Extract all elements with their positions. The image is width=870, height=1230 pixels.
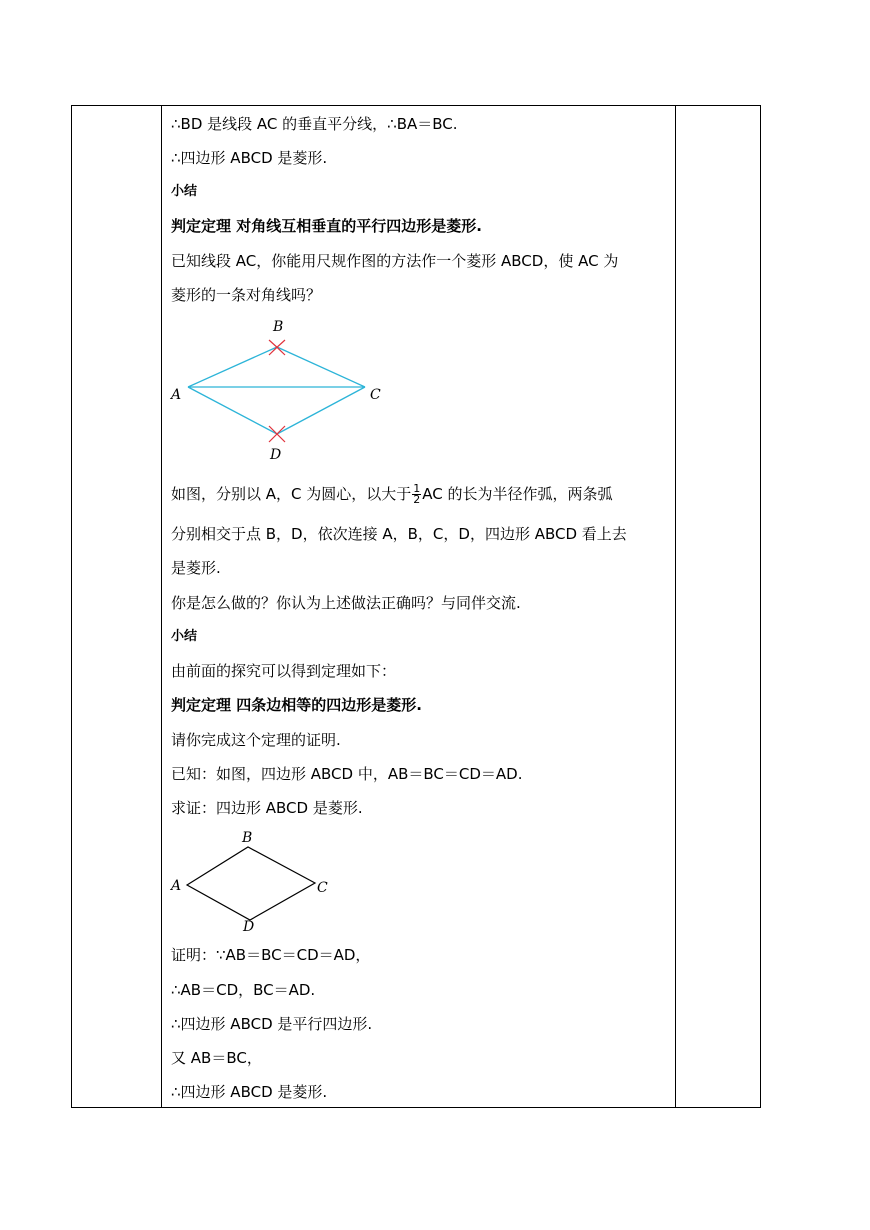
fraction-one-half bbox=[412, 484, 421, 505]
section-heading: 小结 bbox=[171, 184, 198, 199]
text-line: 菱形的一条对角线吗？ bbox=[171, 286, 322, 304]
theorem-statement: 判定定理 四条边相等的四边形是菱形. bbox=[171, 696, 422, 714]
label-c: C bbox=[317, 880, 328, 896]
text-line: 证明：∵AB＝BC＝CD＝AD， bbox=[171, 946, 371, 964]
label-d: D bbox=[243, 919, 255, 935]
text-line: 是菱形. bbox=[171, 559, 221, 577]
column-divider-left bbox=[161, 106, 162, 1107]
rhombus-abcd bbox=[187, 847, 315, 920]
text-segment: AC 的长为半径作弧，两条弧 bbox=[422, 485, 613, 503]
text-line: 已知线段 AC，你能用尺规作图的方法作一个菱形 ABCD，使 AC 为 bbox=[171, 252, 619, 270]
label-c: C bbox=[370, 387, 381, 403]
text-line: 又 AB＝BC， bbox=[171, 1049, 262, 1067]
text-line: 已知：如图，四边形 ABCD 中，AB＝BC＝CD＝AD. bbox=[171, 765, 523, 783]
label-b: B bbox=[273, 319, 284, 335]
rhombus-figure bbox=[165, 825, 345, 940]
rhombus-construction-figure bbox=[165, 315, 395, 465]
side-da bbox=[188, 387, 277, 434]
label-a: A bbox=[171, 387, 182, 403]
label-d: D bbox=[270, 447, 282, 463]
section-heading: 小结 bbox=[171, 629, 198, 644]
rhombus-lines bbox=[188, 347, 365, 434]
text-line: ∴BD 是线段 AC 的垂直平分线，∴BA＝BC. bbox=[171, 115, 458, 133]
text-line: ∴四边形 ABCD 是菱形. bbox=[171, 1083, 328, 1101]
theorem-statement: 判定定理 对角线互相垂直的平行四边形是菱形. bbox=[171, 217, 482, 235]
text-line-with-fraction bbox=[171, 484, 613, 505]
text-line: ∴四边形 ABCD 是平行四边形. bbox=[171, 1015, 373, 1033]
text-line: ∴四边形 ABCD 是菱形. bbox=[171, 149, 328, 167]
fraction-denominator: 2 bbox=[413, 493, 421, 506]
text-line: ∴AB＝CD，BC＝AD. bbox=[171, 981, 316, 999]
construction-arcs bbox=[269, 340, 285, 442]
side-ab bbox=[188, 347, 277, 387]
column-divider-right bbox=[675, 106, 676, 1107]
side-bc bbox=[277, 347, 365, 387]
label-a: A bbox=[171, 878, 182, 894]
fraction-numerator: 1 bbox=[413, 482, 421, 495]
side-cd bbox=[277, 387, 365, 434]
text-line: 你是怎么做的？你认为上述做法正确吗？与同伴交流. bbox=[171, 594, 521, 612]
text-line: 分别相交于点 B，D，依次连接 A，B，C，D，四边形 ABCD 看上去 bbox=[171, 525, 627, 543]
text-line: 由前面的探究可以得到定理如下： bbox=[171, 662, 397, 680]
text-segment: 如图，分别以 A，C 为圆心，以大于 bbox=[171, 485, 412, 503]
label-b: B bbox=[242, 830, 253, 846]
text-line: 请你完成这个定理的证明. bbox=[171, 731, 341, 749]
text-line: 求证：四边形 ABCD 是菱形. bbox=[171, 799, 363, 817]
